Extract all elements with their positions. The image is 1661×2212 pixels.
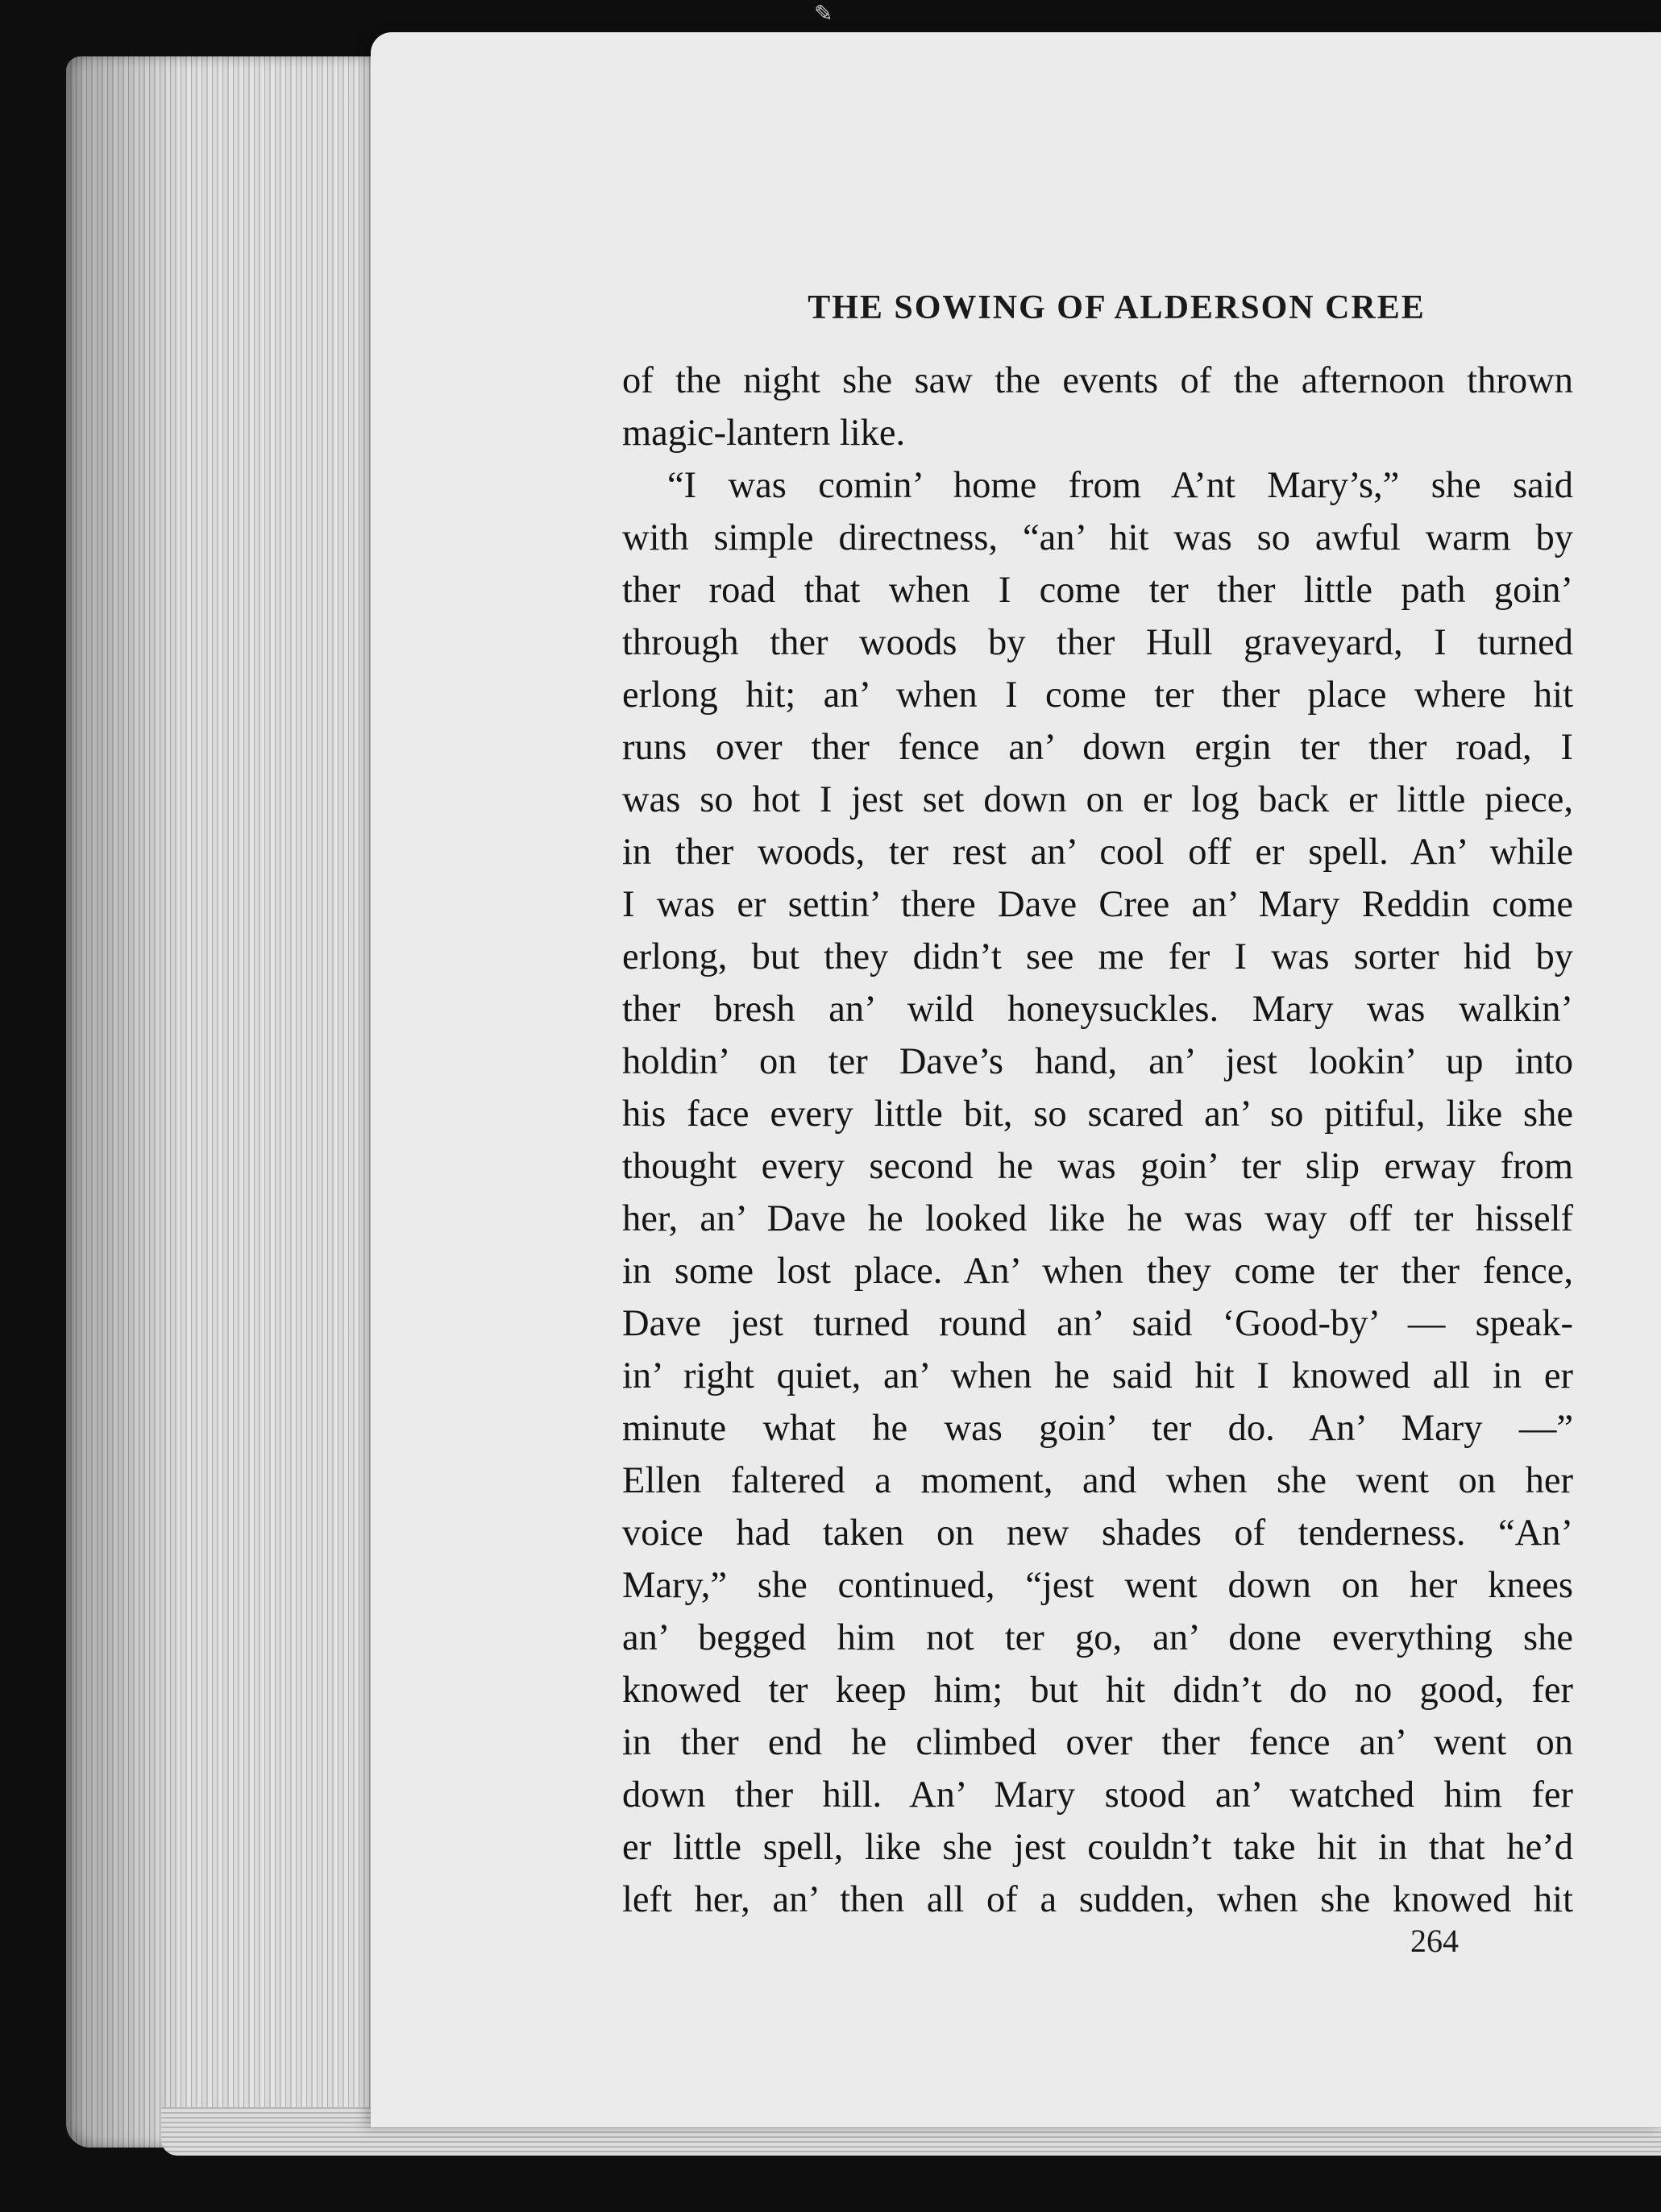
running-head: THE SOWING OF ALDERSON CREE [808,289,1426,326]
text-line: er little spell, like she jest couldn’t take hit in that he’d [622,1827,1573,1868]
text-line: minute what he was goin’ ter do. An’ Mary —” [622,1408,1573,1449]
binding-mark-icon: ✎ [814,0,833,27]
text-line: thought every second he was goin’ ter slip erway from [622,1146,1573,1187]
text-line: Dave jest turned round an’ said ‘Good-by’ — speak- [622,1303,1573,1344]
text-line: holdin’ on ter Dave’s hand, an’ jest lookin’ up into [622,1041,1573,1082]
text-line: left her, an’ then all of a sudden, when she knowed hit [622,1879,1573,1920]
text-line: with simple directness, “an’ hit was so awful warm by [622,517,1573,558]
page-number: 264 [1410,1923,1459,1959]
text-line: I was er settin’ there Dave Cree an’ Mary Reddin come [622,884,1573,925]
text-line: was so hot I jest set down on er log back er little piece, [622,779,1573,820]
text-line: ther road that when I come ter ther little path goin’ [622,570,1573,611]
text-line: in ther end he climbed over ther fence an’ went on [622,1722,1573,1763]
page-edges [66,56,405,2148]
text-line: in some lost place. An’ when they come ter ther fence, [622,1251,1573,1292]
text-line: in’ right quiet, an’ when he said hit I knowed all in er [622,1355,1573,1397]
body-text [622,355,1573,1926]
text-line: in ther woods, ter rest an’ cool off er spell. An’ while [622,832,1573,873]
text-line: Mary,” she continued, “jest went down on her knees [622,1565,1573,1606]
text-line: ther bresh an’ wild honeysuckles. Mary was walkin’ [622,989,1573,1030]
text-line: Ellen faltered a moment, and when she went on her [622,1460,1573,1501]
text-line: erlong, but they didn’t see me fer I was sorter hid by [622,936,1573,977]
text-line: his face every little bit, so scared an’ so pitiful, like she [622,1094,1573,1135]
text-line: through ther woods by ther Hull graveyard, I turned [622,622,1573,663]
text-line: of the night she saw the events of the afternoon thrown [622,360,1573,401]
book-page [371,32,1661,2127]
text-line: magic-lantern like. [622,413,906,454]
text-line: her, an’ Dave he looked like he was way off ter hisself [622,1198,1573,1239]
text-line: an’ begged him not ter go, an’ done everything she [622,1617,1573,1658]
text-line: erlong hit; an’ when I come ter ther place where hit [622,674,1573,716]
text-line: knowed ter keep him; but hit didn’t do no good, fer [622,1670,1573,1711]
text-line: voice had taken on new shades of tenderness. “An’ [622,1513,1573,1554]
text-line: “I was comin’ home from A’nt Mary’s,” she said [667,465,1573,506]
text-line: runs over ther fence an’ down ergin ter ther road, I [622,727,1573,768]
text-line: down ther hill. An’ Mary stood an’ watched him fer [622,1774,1573,1816]
